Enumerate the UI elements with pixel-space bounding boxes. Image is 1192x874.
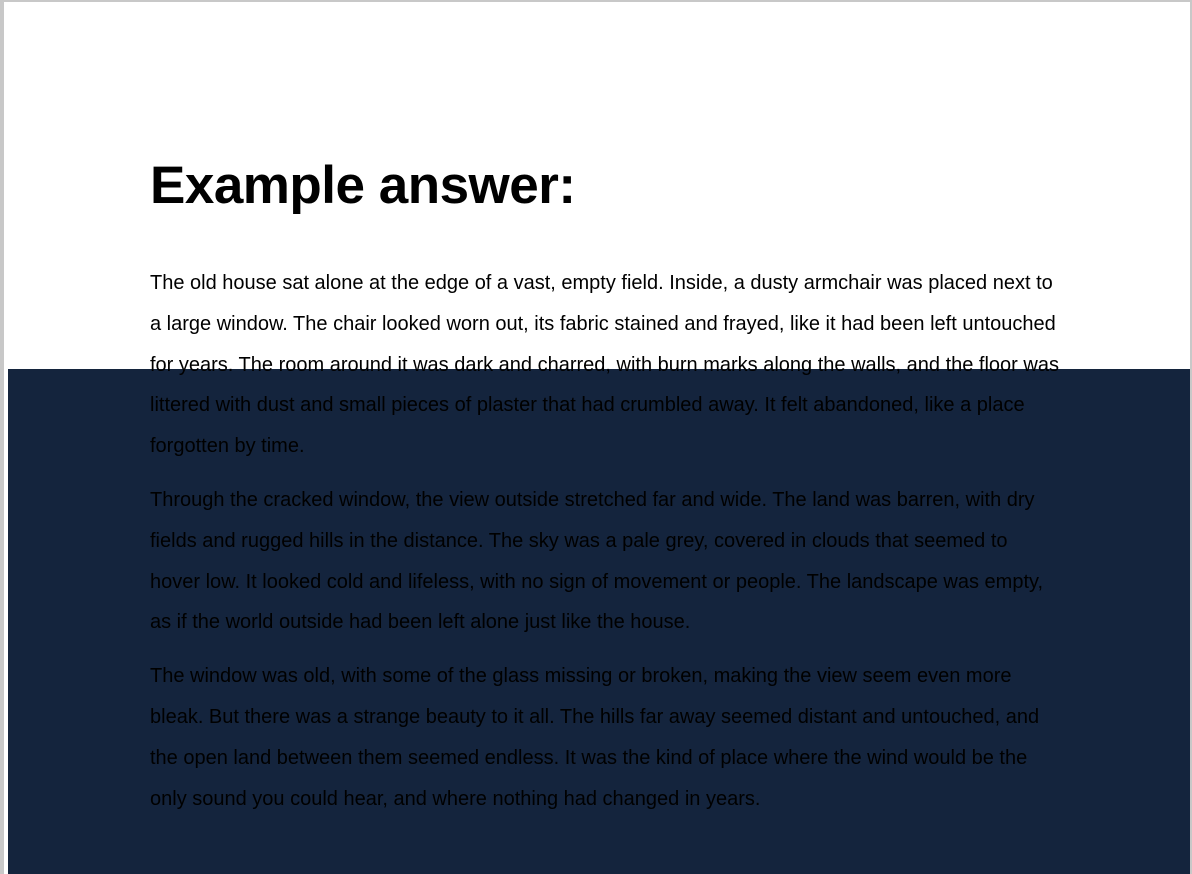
paragraph-3: The window was old, with some of the glass missing or broken, making the view seem even more bleak. But there was a strange beauty to it all. The hills far away seemed distant and untouched, and the open land between them seemed endless. It was the kind of place where the wind would be the only sound you could hear, and where nothing had changed in years. bbox=[150, 665, 1040, 810]
document-content bbox=[150, 150, 1060, 819]
paragraph-1: The old house sat alone at the edge of a vast, empty field. Inside, a dusty armchair was placed next to a large window. The chair looked worn out, its fabric stained and frayed, like it had been left untouched for years. The room around it was dark and charred, with burn marks along the walls, and the floor was littered with dust and small pieces of plaster that had crumbled away. It felt abandoned, like a place forgotten by time. bbox=[150, 272, 1059, 458]
document-heading: Example answer: bbox=[150, 156, 576, 215]
paragraph-2: Through the cracked window, the view outside stretched far and wide. The land was barren, with dry fields and rugged hills in the distance. The sky was a pale grey, covered in clouds that seemed to hover low. It looked cold and lifeless, with no sign of movement or people. The landscape was empty, as if the world outside had been left alone just like the house. bbox=[150, 488, 1044, 634]
